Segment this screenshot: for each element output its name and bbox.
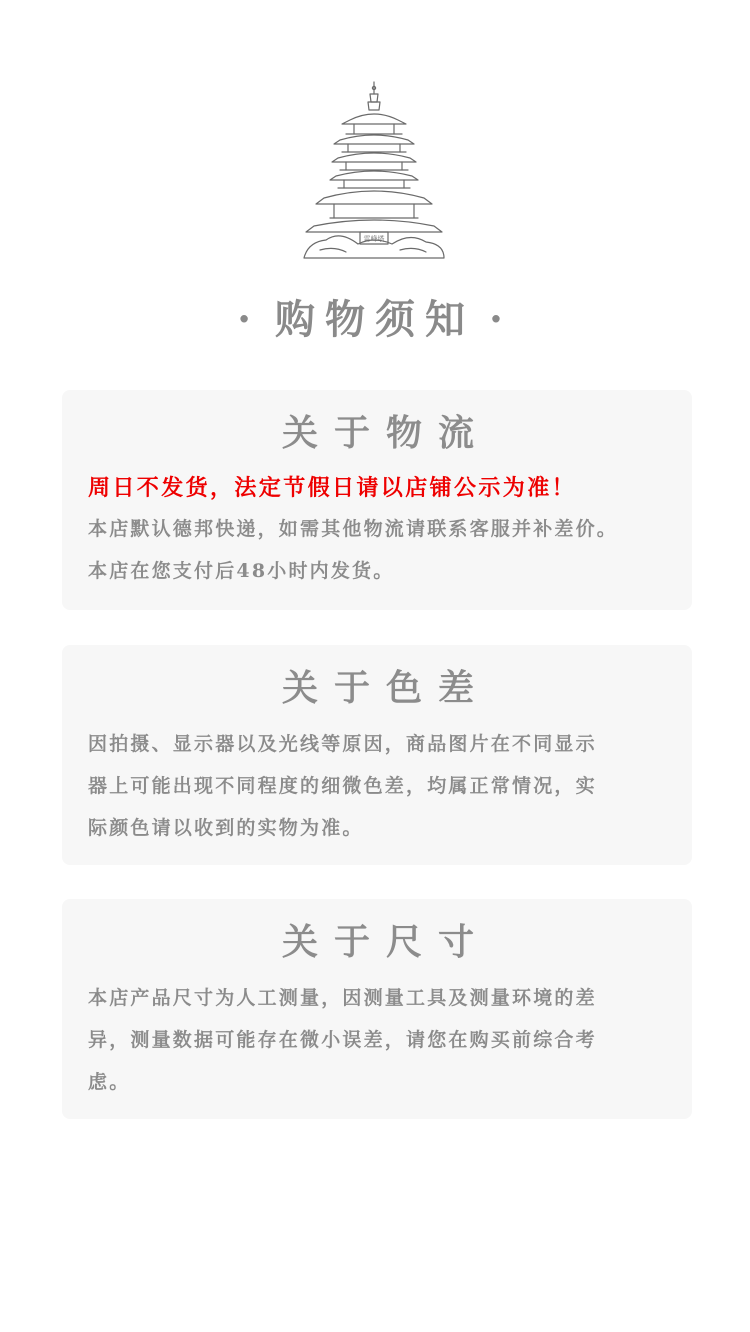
color-line-2: 器上可能出现不同程度的细微色差，均属正常情况，实 (88, 775, 597, 797)
size-card (62, 899, 692, 1119)
size-line-3: 虑。 (88, 1071, 131, 1093)
pagoda-sign-text: 雷峰塔 (363, 235, 385, 243)
shipping-notice: 周日不发货，法定节假日请以店铺公示为准！ (88, 475, 577, 501)
logistics-line-1: 本店默认德邦快递，如需其他物流请联系客服并补差价。 (88, 518, 619, 540)
page-title (0, 290, 750, 350)
title-dot-right: · (489, 296, 513, 343)
logistics-line-2: 本店在您支付后48小时内发货。 (88, 560, 395, 582)
logistics-card (62, 390, 692, 610)
color-card (62, 645, 692, 865)
color-line-3: 际颜色请以收到的实物为准。 (88, 817, 364, 839)
logistics-title: 关于物流 (281, 413, 490, 454)
pagoda-icon (300, 80, 448, 264)
size-line-1: 本店产品尺寸为人工测量，因测量工具及测量环境的差 (88, 987, 597, 1009)
title-dot-left: · (237, 296, 261, 343)
color-title: 关于色差 (281, 668, 490, 709)
page-title-text: 购物须知 (275, 296, 475, 343)
size-line-2: 异，测量数据可能存在微小误差，请您在购买前综合考 (88, 1029, 597, 1051)
size-title: 关于尺寸 (281, 922, 490, 963)
color-line-1: 因拍摄、显示器以及光线等原因，商品图片在不同显示 (88, 733, 597, 755)
